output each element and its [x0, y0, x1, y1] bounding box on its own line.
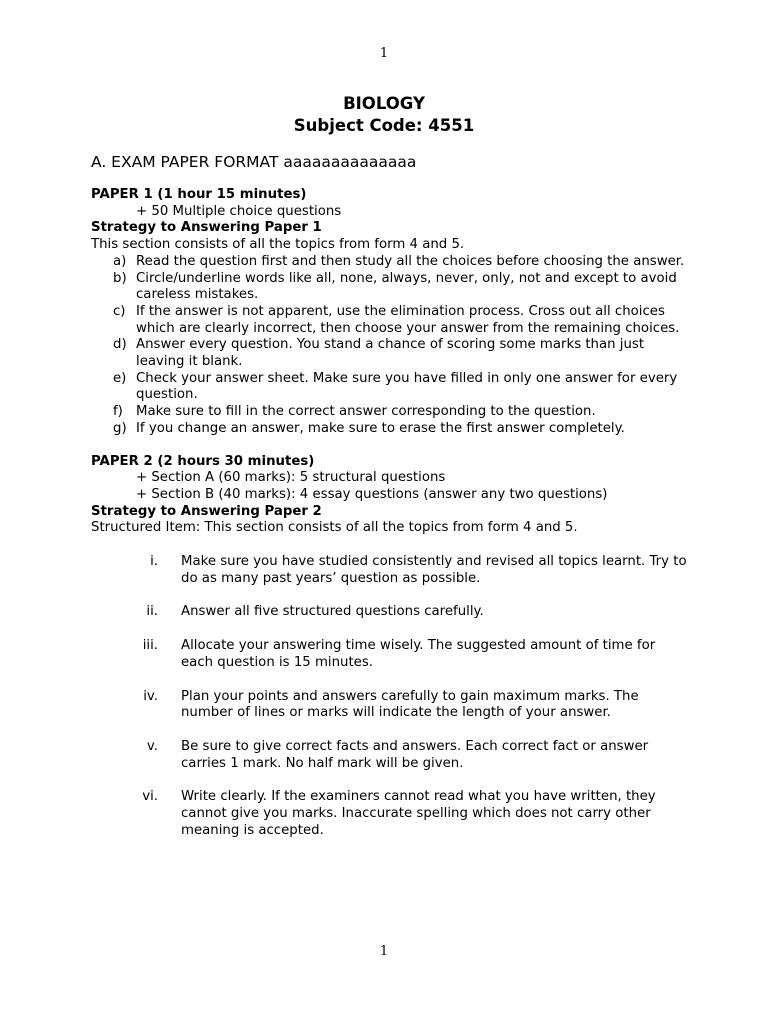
paper2-strategy-heading: Strategy to Answering Paper 2	[91, 503, 322, 519]
page-number-bottom: 1	[379, 944, 389, 959]
list-item	[91, 254, 691, 271]
list-item-text: Answer every question. You stand a chance of scoring some marks than just leaving it blank.	[136, 337, 645, 370]
list-marker: f)	[113, 404, 123, 420]
list-marker: iii.	[142, 638, 158, 654]
paper2-strategy-list	[91, 554, 691, 839]
list-item-text: Answer all five structured questions carefully.	[181, 604, 484, 620]
list-item	[91, 689, 691, 722]
spacer	[91, 438, 691, 454]
list-item-text: Circle/underline words like all, none, always, never, only, not and except to avoid careless mistakes.	[136, 270, 677, 303]
paper2-detail-b: + Section B (40 marks): 4 essay questions (answer any two questions)	[136, 486, 608, 502]
paper2-section	[91, 454, 691, 840]
list-item	[91, 404, 691, 421]
page-number-top: 1	[379, 46, 389, 61]
list-item	[91, 554, 691, 587]
list-item	[91, 638, 691, 671]
paper1-strategy-list	[91, 254, 691, 438]
list-item-text: Make sure you have studied consistently and revised all topics learnt. Try to do as many past years’ question as possible.	[181, 554, 687, 586]
list-item	[91, 271, 691, 304]
title-block	[0, 93, 768, 136]
list-item-text: If you change an answer, make sure to erase the first answer completely.	[136, 420, 625, 436]
document-title: BIOLOGY	[343, 94, 425, 113]
paper1-heading: PAPER 1 (1 hour 15 minutes)	[91, 187, 307, 202]
list-marker: a)	[113, 253, 127, 269]
paper1-section	[91, 187, 691, 438]
list-item-text: Write clearly. If the examiners cannot read what you have written, they cannot give you marks. Inaccurate spelling which does not carry other meaning is accepted.	[181, 789, 656, 838]
list-marker: b)	[113, 270, 127, 286]
list-item-text: If the answer is not apparent, use the elimination process. Cross out all choices which are clearly incorrect, then choose your answer from the remaining choices.	[136, 303, 680, 336]
list-item-text: Allocate your answering time wisely. The suggested amount of time for each question is 15 minutes.	[181, 638, 656, 670]
list-marker: iv.	[143, 688, 158, 704]
list-item	[91, 337, 691, 370]
list-item-text: Read the question first and then study all the choices before choosing the answer.	[136, 253, 685, 269]
list-item-text: Be sure to give correct facts and answers. Each correct fact or answer carries 1 mark. No half mark will be given.	[181, 738, 649, 771]
list-marker: g)	[113, 420, 127, 436]
list-item	[91, 304, 691, 337]
list-marker: c)	[113, 303, 126, 319]
list-marker: v.	[146, 738, 158, 754]
paper1-strategy-heading: Strategy to Answering Paper 1	[91, 220, 322, 236]
list-item	[91, 371, 691, 404]
list-item-text: Check your answer sheet. Make sure you have filled in only one answer for every question.	[136, 370, 678, 403]
document-content	[91, 153, 691, 857]
paper2-detail-a: + Section A (60 marks): 5 structural questions	[136, 470, 446, 486]
paper1-intro: This section consists of all the topics from form 4 and 5.	[91, 237, 465, 253]
list-item	[91, 789, 691, 839]
list-item-text: Plan your points and answers carefully to gain maximum marks. The number of lines or marks will indicate the length of your answer.	[181, 688, 639, 721]
list-item-text: Make sure to fill in the correct answer corresponding to the question.	[136, 404, 596, 420]
list-marker: vi.	[142, 789, 158, 805]
list-marker: d)	[113, 337, 127, 353]
paper1-detail: + 50 Multiple choice questions	[136, 203, 342, 219]
section-a-heading: A. EXAM PAPER FORMAT aaaaaaaaaaaaaa	[91, 153, 417, 171]
list-item	[91, 604, 691, 621]
subject-code: Subject Code: 4551	[293, 115, 475, 135]
list-marker: i.	[150, 554, 158, 570]
list-marker: ii.	[146, 604, 158, 620]
list-item	[91, 421, 691, 438]
paper2-heading: PAPER 2 (2 hours 30 minutes)	[91, 453, 315, 469]
list-marker: e)	[113, 370, 127, 386]
list-item	[91, 739, 691, 772]
paper2-intro: Structured Item: This section consists of all the topics from form 4 and 5.	[91, 520, 578, 536]
